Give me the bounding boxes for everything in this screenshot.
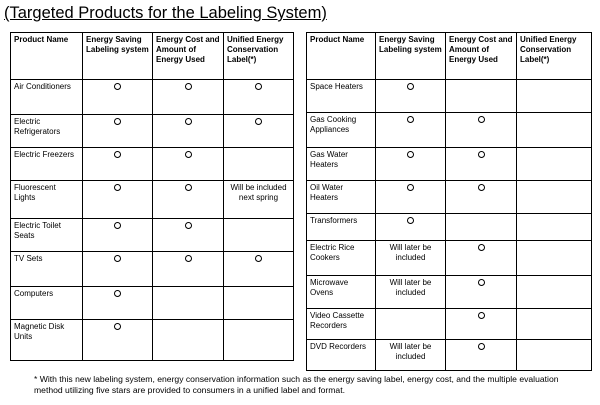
product-name-cell: Electric Rice Cookers: [307, 241, 376, 276]
applicable-cell: [83, 287, 153, 320]
circle-mark-icon: [185, 255, 192, 262]
circle-mark-icon: [255, 255, 262, 262]
table-row: [307, 181, 592, 214]
circle-mark-icon: [185, 151, 192, 158]
applicable-cell: [153, 115, 224, 148]
product-name-cell: Gas Water Heaters: [307, 148, 376, 181]
table-body: [11, 80, 294, 361]
empty-cell: [153, 287, 224, 320]
circle-mark-icon: [114, 118, 121, 125]
cell-note: Will be included next spring: [230, 183, 287, 202]
table-row: [11, 115, 294, 148]
circle-mark-icon: [185, 118, 192, 125]
circle-mark-icon: [478, 151, 485, 158]
product-name-cell: Gas Cooking Appliances: [307, 113, 376, 148]
circle-mark-icon: [478, 279, 485, 286]
table-row: [307, 276, 592, 309]
product-name-cell: Space Heaters: [307, 80, 376, 113]
applicable-cell: [376, 214, 446, 241]
cell-note: Will later be included: [389, 278, 432, 297]
applicable-cell: [83, 252, 153, 287]
circle-mark-icon: [114, 222, 121, 229]
applicable-cell: [224, 115, 294, 148]
applicable-cell: [446, 113, 517, 148]
header-energy-saving-labeling: Energy Saving Labeling system: [83, 33, 153, 80]
table-row: [11, 148, 294, 181]
header-energy-cost: Energy Cost and Amount of Energy Used: [446, 33, 517, 80]
circle-mark-icon: [407, 116, 414, 123]
table-row: [11, 80, 294, 115]
product-name-cell: Computers: [11, 287, 83, 320]
circle-mark-icon: [114, 83, 121, 90]
table-header-row: [11, 33, 294, 80]
circle-mark-icon: [255, 118, 262, 125]
empty-cell: [224, 320, 294, 361]
applicable-cell: [446, 241, 517, 276]
note-cell: [376, 276, 446, 309]
table-row: [307, 214, 592, 241]
empty-cell: [224, 287, 294, 320]
product-name-cell: TV Sets: [11, 252, 83, 287]
applicable-cell: [446, 181, 517, 214]
applicable-cell: [83, 80, 153, 115]
page-title: (Targeted Products for the Labeling System): [4, 4, 327, 22]
empty-cell: [517, 181, 592, 214]
applicable-cell: [83, 219, 153, 252]
table-row: [307, 80, 592, 113]
table-row: [11, 320, 294, 361]
applicable-cell: [153, 148, 224, 181]
table-body: [307, 80, 592, 371]
applicable-cell: [446, 340, 517, 371]
empty-cell: [517, 214, 592, 241]
table-row: [11, 252, 294, 287]
applicable-cell: [376, 148, 446, 181]
product-name-cell: Magnetic Disk Units: [11, 320, 83, 361]
product-name-cell: Electric Refrigerators: [11, 115, 83, 148]
footnote: * With this new labeling system, energy conservation information such as the energy saving label, energy cost, and the multiple evaluation method utilizing five stars are provided to consumers in a unified label and format.: [34, 374, 559, 395]
applicable-cell: [446, 276, 517, 309]
targeted-products-table-left: [10, 32, 294, 361]
header-unified-label: Unified Energy Conservation Label(*): [224, 33, 294, 80]
empty-cell: [517, 80, 592, 113]
applicable-cell: [83, 181, 153, 219]
applicable-cell: [83, 320, 153, 361]
circle-mark-icon: [185, 83, 192, 90]
table-row: [307, 148, 592, 181]
circle-mark-icon: [114, 290, 121, 297]
header-energy-saving-labeling: Energy Saving Labeling system: [376, 33, 446, 80]
note-cell: [224, 181, 294, 219]
applicable-cell: [153, 219, 224, 252]
applicable-cell: [153, 181, 224, 219]
product-name-cell: Oil Water Heaters: [307, 181, 376, 214]
note-cell: [376, 340, 446, 371]
table-header-row: [307, 33, 592, 80]
product-name-cell: Electric Toilet Seats: [11, 219, 83, 252]
product-name-cell: Transformers: [307, 214, 376, 241]
circle-mark-icon: [478, 343, 485, 350]
header-product-name: Product Name: [11, 33, 83, 80]
circle-mark-icon: [407, 151, 414, 158]
table-row: [11, 219, 294, 252]
empty-cell: [446, 80, 517, 113]
empty-cell: [517, 309, 592, 340]
product-name-cell: Air Conditioners: [11, 80, 83, 115]
header-unified-label: Unified Energy Conservation Label(*): [517, 33, 592, 80]
circle-mark-icon: [114, 151, 121, 158]
applicable-cell: [376, 113, 446, 148]
applicable-cell: [446, 309, 517, 340]
circle-mark-icon: [114, 255, 121, 262]
empty-cell: [376, 309, 446, 340]
empty-cell: [224, 148, 294, 181]
circle-mark-icon: [478, 116, 485, 123]
table-row: [307, 241, 592, 276]
table-row: [307, 113, 592, 148]
circle-mark-icon: [185, 222, 192, 229]
product-name-cell: Fluorescent Lights: [11, 181, 83, 219]
empty-cell: [224, 219, 294, 252]
applicable-cell: [153, 252, 224, 287]
empty-cell: [446, 214, 517, 241]
circle-mark-icon: [114, 184, 121, 191]
empty-cell: [517, 241, 592, 276]
product-name-cell: Electric Freezers: [11, 148, 83, 181]
cell-note: Will later be included: [389, 342, 432, 361]
table-row: [307, 340, 592, 371]
applicable-cell: [446, 148, 517, 181]
table-row: [11, 287, 294, 320]
applicable-cell: [376, 181, 446, 214]
circle-mark-icon: [407, 217, 414, 224]
empty-cell: [153, 320, 224, 361]
header-energy-cost: Energy Cost and Amount of Energy Used: [153, 33, 224, 80]
targeted-products-table-right: [306, 32, 592, 371]
header-product-name: Product Name: [307, 33, 376, 80]
circle-mark-icon: [478, 244, 485, 251]
circle-mark-icon: [255, 83, 262, 90]
applicable-cell: [224, 252, 294, 287]
table-row: [307, 309, 592, 340]
applicable-cell: [153, 80, 224, 115]
empty-cell: [517, 340, 592, 371]
empty-cell: [517, 148, 592, 181]
applicable-cell: [83, 148, 153, 181]
product-name-cell: DVD Recorders: [307, 340, 376, 371]
cell-note: Will later be included: [389, 243, 432, 262]
circle-mark-icon: [114, 323, 121, 330]
circle-mark-icon: [478, 184, 485, 191]
applicable-cell: [376, 80, 446, 113]
applicable-cell: [83, 115, 153, 148]
circle-mark-icon: [185, 184, 192, 191]
empty-cell: [517, 276, 592, 309]
circle-mark-icon: [478, 312, 485, 319]
circle-mark-icon: [407, 83, 414, 90]
circle-mark-icon: [407, 184, 414, 191]
applicable-cell: [224, 80, 294, 115]
empty-cell: [517, 113, 592, 148]
product-name-cell: Video Cassette Recorders: [307, 309, 376, 340]
product-name-cell: Microwave Ovens: [307, 276, 376, 309]
table-row: [11, 181, 294, 219]
note-cell: [376, 241, 446, 276]
